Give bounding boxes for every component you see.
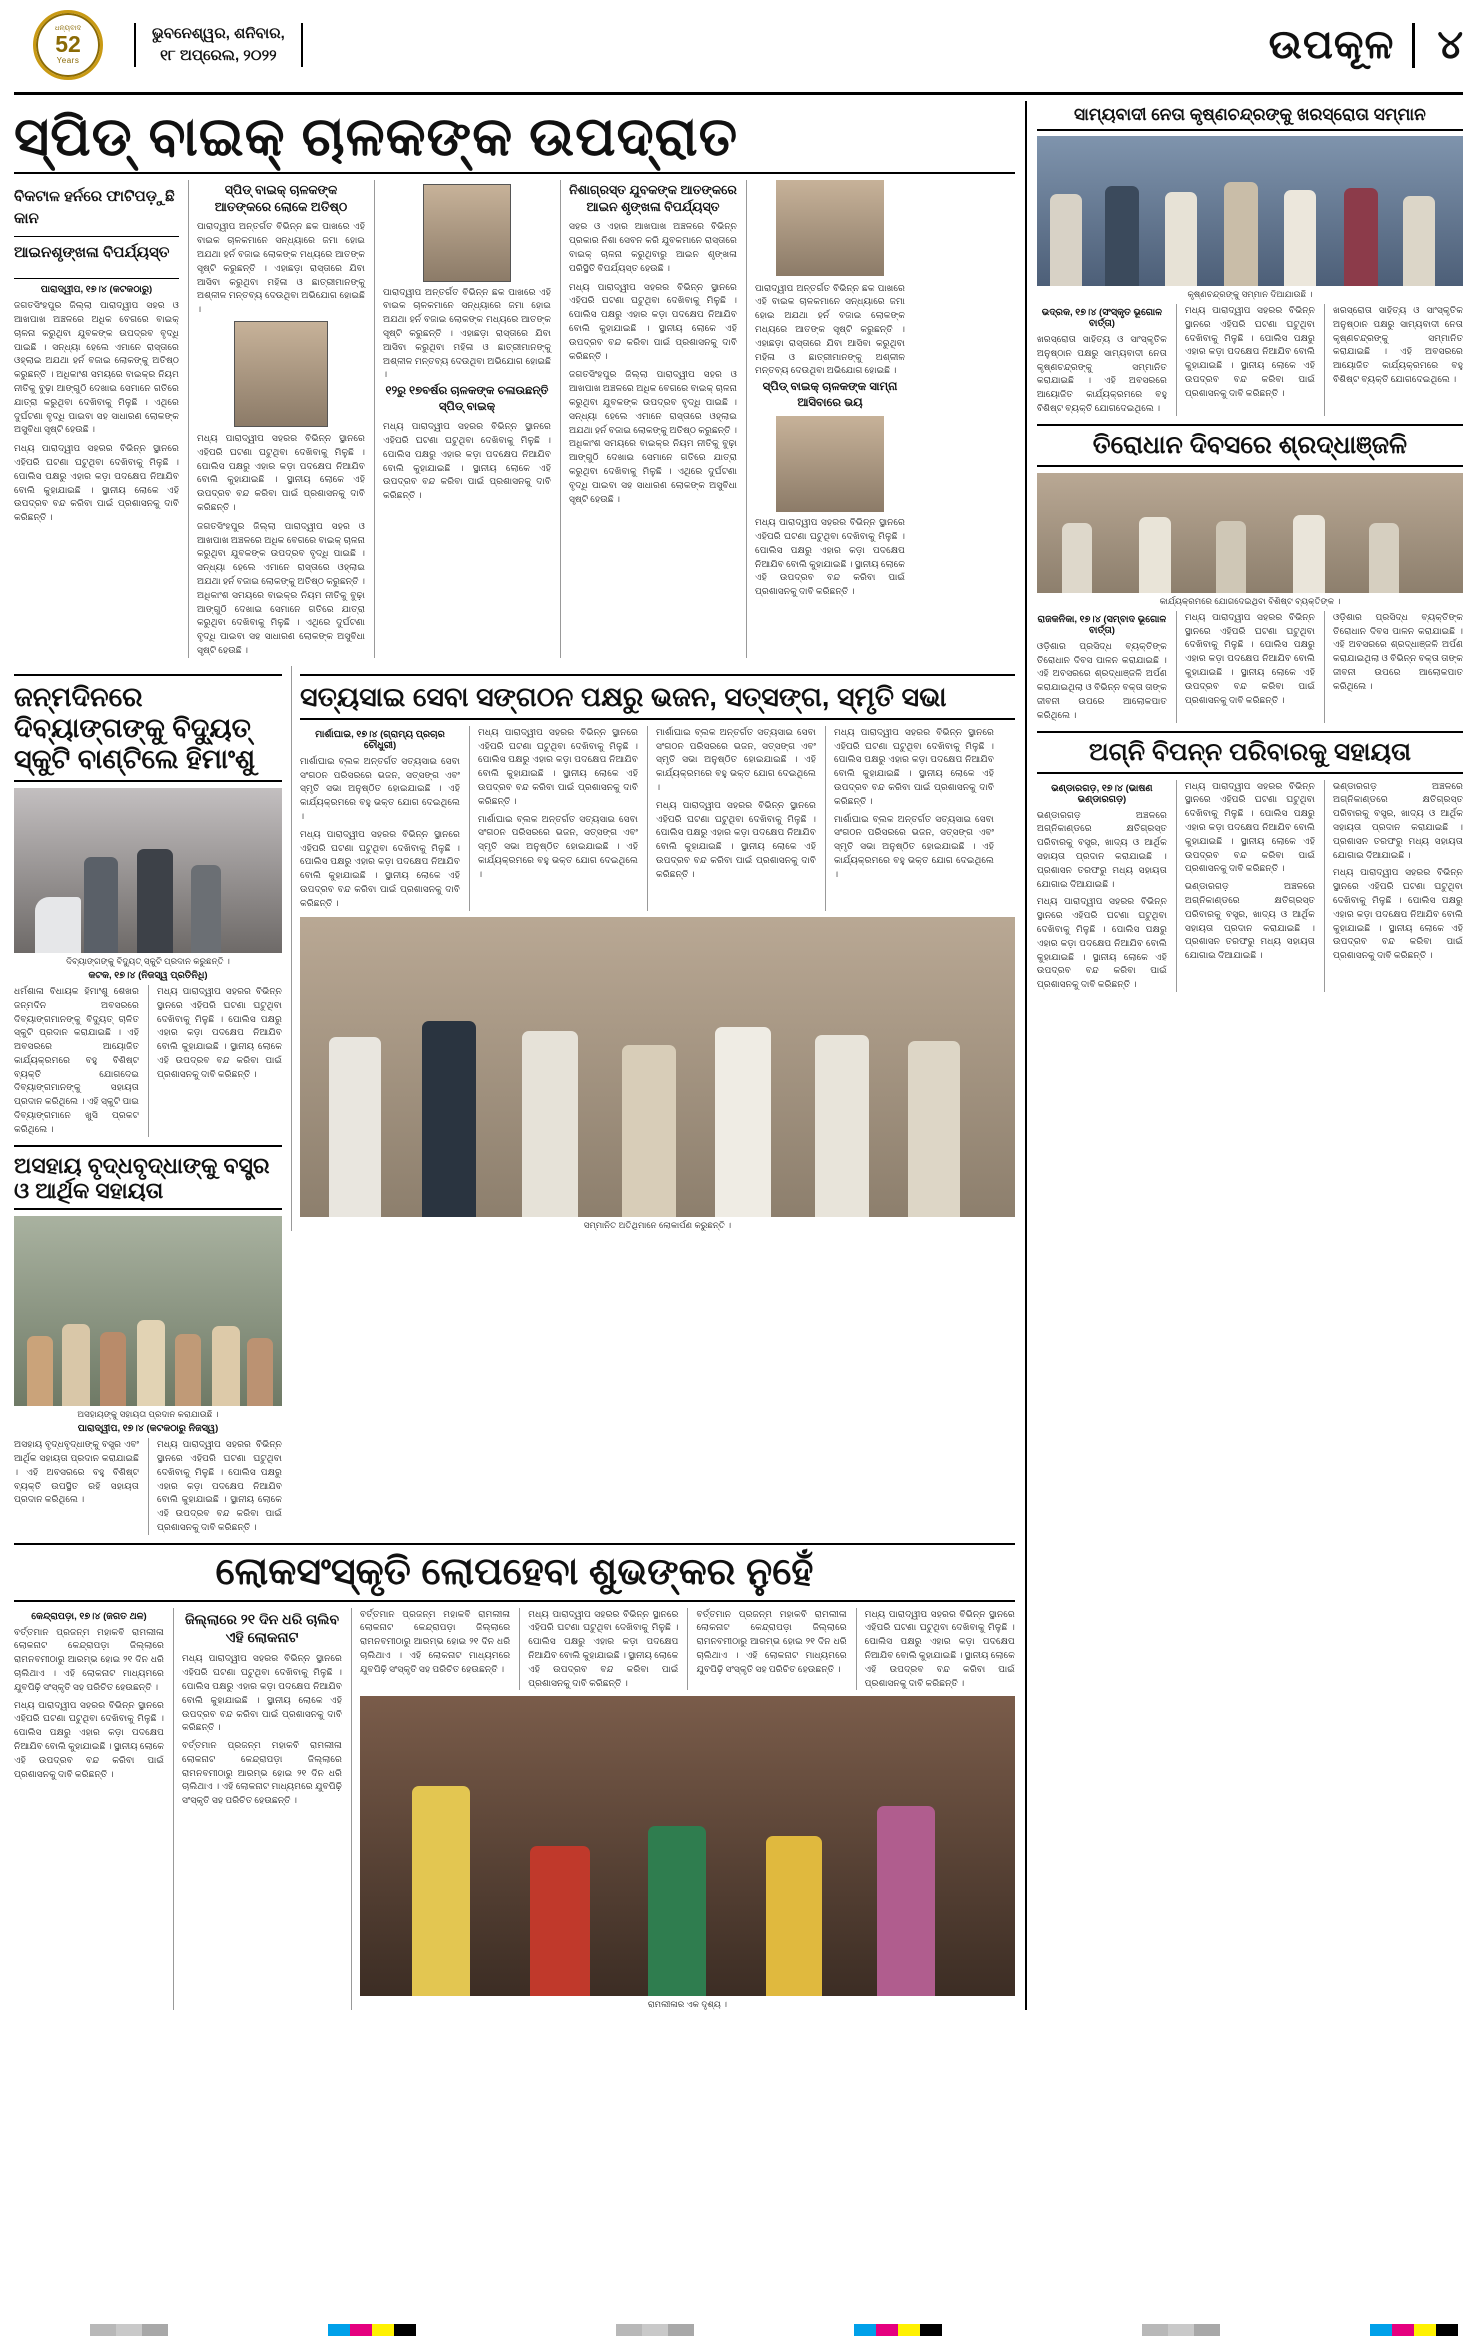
lokasanskruti-body-5: ବର୍ତ୍ତମାନ ପ୍ରଜନ୍ମ ମହାକବି ରାମଲୀଳା ଲୋକନାଟ କେନ୍ଦ୍ରାପଡ଼ା ଜିଲ୍ଲାରେ ରାମନବମୀଠାରୁ ଆରମ୍ଭ ହୋଇ ୨୧ ଦିନ ଧରି ଚାଲିଥାଏ । ଏହି ଲୋକନାଟ ମାଧ୍ୟମରେ ଯୁବପିଢ଼ି ସଂସ୍କୃତି ସହ ପରିଚିତ ହେଉଛନ୍ତି । xyxy=(696,1608,847,1674)
lokasanskruti-body-1: ବର୍ତ୍ତମାନ ପ୍ରଜନ୍ମ ମହାକବି ରାମଲୀଳା ଲୋକନାଟ କେନ୍ଦ୍ରାପଡ଼ା ଜିଲ୍ଲାରେ ରାମନବମୀଠାରୁ ଆରମ୍ଭ ହୋଇ ୨୧ ଦିନ ଧରି ଚାଲିଥାଏ । ଏହି ଲୋକନାଟ ମାଧ୍ୟମରେ ଯୁବପିଢ଼ି ସଂସ୍କୃତି ସହ ପରିଚିତ ହେଉଛନ୍ତି । xyxy=(14,1626,164,1692)
lokasanskruti-body-2b: ବର୍ତ୍ତମାନ ପ୍ରଜନ୍ମ ମହାକବି ରାମଲୀଳା ଲୋକନାଟ କେନ୍ଦ୍ରାପଡ଼ା ଜିଲ୍ଲାରେ ରାମନବମୀଠାରୁ ଆରମ୍ଭ ହୋଇ ୨୧ ଦିନ ଧରି ଚାଲିଥାଏ । ଏହି ଲୋକନାଟ ମାଧ୍ୟମରେ ଯୁବପିଢ଼ି ସଂସ୍କୃତି ସହ ପରିଚିତ ହେଉଛନ୍ତି । xyxy=(182,1740,342,1806)
page-number: ୪ xyxy=(1412,23,1463,68)
right-story3-body-1b: ମଧ୍ୟ ପାରାଦ୍ୱୀପ ସହରର ବିଭିନ୍ନ ସ୍ଥାନରେ ଏହିପରି ଘଟଣା ଘଟୁଥିବା ଦେଖିବାକୁ ମିଳୁଛି । ପୋଲିସ ପକ୍ଷରୁ ଏହାର କଡ଼ା ପଦକ୍ଷେପ ନିଆଯିବ ବୋଲି କୁହାଯାଇଛି । ସ୍ଥାନୀୟ ଲୋକେ ଏହି ଉପଦ୍ରବ ବନ୍ଦ କରିବା ପାଇଁ ପ୍ରଶାସନକୁ ଦାବି କରିଛନ୍ତି । xyxy=(1036,896,1167,990)
right-story2-photo xyxy=(1037,473,1463,593)
badge-years-number: 52 xyxy=(55,31,81,57)
lead-subhead-1: ସ୍ପିଡ୍ ବାଇକ୍ ଚାଳକଙ୍କ ଆତଙ୍କରେ ଲୋକେ ଅତିଷ୍ଠ xyxy=(214,182,348,214)
lead-subhead-2: ନିଶାଗ୍ରସ୍ତ ଯୁବକଙ୍କ ଆତଙ୍କରେ ଆଇନ ଶୃଙ୍ଖଳା ବିପର୍ଯ୍ୟସ୍ତ xyxy=(569,182,737,214)
right-story3-dateline: ଭଣ୍ଡାରଗଡ଼, ୧୭।୪ (ଭାଷଣ ଭଣ୍ଡାରଗଡ଼) xyxy=(1051,782,1153,805)
story-seva xyxy=(291,666,1015,1231)
right-story3-body-1: ଭଣ୍ଡାରଗଡ଼ ଅଞ୍ଚଳରେ ଅଗ୍ନିକାଣ୍ଡରେ କ୍ଷତିଗ୍ରସ୍ତ ପରିବାରକୁ ବସ୍ତ୍ର, ଖାଦ୍ୟ ଓ ଆର୍ଥିକ ସହାୟତା ପ୍ରଦାନ କରାଯାଇଛି । ପ୍ରଶାସନ ତରଫରୁ ମଧ୍ୟ ସହାୟତା ଯୋଗାଇ ଦିଆଯାଇଛି । xyxy=(1036,809,1167,889)
lead-column-2 xyxy=(188,180,365,658)
cmyk-bar-3 xyxy=(1370,2324,1458,2336)
lokasanskruti-body-6: ମଧ୍ୟ ପାରାଦ୍ୱୀପ ସହରର ବିଭିନ୍ନ ସ୍ଥାନରେ ଏହିପରି ଘଟଣା ଘଟୁଥିବା ଦେଖିବାକୁ ମିଳୁଛି । ପୋଲିସ ପକ୍ଷରୁ ଏହାର କଡ଼ା ପଦକ୍ଷେପ ନିଆଯିବ ବୋଲି କୁହାଯାଇଛି । ସ୍ଥାନୀୟ ଲୋକେ ଏହି ଉପଦ୍ରବ ବନ୍ଦ କରିବା ପାଇଁ ପ୍ରଶାସନକୁ ଦାବି କରିଛନ୍ତି । xyxy=(864,1608,1015,1688)
main-zone xyxy=(14,101,1015,2010)
lokasanskruti-dateline: କେନ୍ଦ୍ରାପଡ଼ା, ୧୭।୪ (ଜଗତ ଥଳ) xyxy=(31,1610,147,1622)
birthday-photo xyxy=(14,788,282,953)
dateline-place-day: ଭୁବନେଶ୍ୱର, ଶନିବାର, xyxy=(152,25,285,43)
right-story1-dateline: ଭଦ୍ରକ, ୧୭।୪ (ସଂସ୍କୃତ ଭୂଗୋଳ ବାର୍ତ୍ତା) xyxy=(1041,307,1163,329)
right-story3-body-2: ମଧ୍ୟ ପାରାଦ୍ୱୀପ ସହରର ବିଭିନ୍ନ ସ୍ଥାନରେ ଏହିପରି ଘଟଣା ଘଟୁଥିବା ଦେଖିବାକୁ ମିଳୁଛି । ପୋଲିସ ପକ୍ଷରୁ ଏହାର କଡ଼ା ପଦକ୍ଷେପ ନିଆଯିବ ବୋଲି କୁହାଯାଇଛି । ସ୍ଥାନୀୟ ଲୋକେ ଏହି ଉପଦ୍ରବ ବନ୍ଦ କରିବା ପାଇଁ ପ୍ରଶାସନକୁ ଦାବି କରିଛନ୍ତି । xyxy=(1184,780,1315,874)
seva-body-3: ମାର୍ଶାଘାଇ ବ୍ଲକ ଅନ୍ତର୍ଗତ ସତ୍ୟସାଇ ସେବା ସଂଗଠନ ପରିସରରେ ଭଜନ, ସତ୍ସଙ୍ଗ ଏବଂ ସ୍ମୃତି ସଭା ଅନୁଷ୍ଠିତ ହୋଇଯାଇଛି । ଏହି କାର୍ଯ୍ୟକ୍ରମରେ ବହୁ ଭକ୍ତ ଯୋଗ ଦେଇଥିଲେ । xyxy=(656,726,816,792)
masthead-dateline xyxy=(134,23,303,67)
oldage-caption: ଅସହାୟଙ୍କୁ ସହାୟତା ପ୍ରଦାନ କରାଯାଉଛି । xyxy=(77,1409,219,1420)
right-story1-headline: ସାମ୍ୟବାଦୀ ନେତା କୃଷ୍ଣଚନ୍ଦ୍ରଙ୍କୁ ଖରସ୍ରୋତା ସମ୍ମାନ xyxy=(1037,101,1463,131)
seva-photo xyxy=(300,917,1015,1217)
oldage-headline: ଅସହାୟ ବୃଦ୍ଧବୃଦ୍ଧାଙ୍କୁ ବସ୍ତ୍ର ଓ ଆର୍ଥିକ ସହାୟତା xyxy=(14,1145,282,1211)
right-story2-body-3: ଓଡ଼ିଶାର ପ୍ରସିଦ୍ଧ ବ୍ୟକ୍ତିଙ୍କ ତିରୋଧାନ ଦିବସ ପାଳନ କରାଯାଇଛି । ଏହି ଅବସରରେ ଶ୍ରଦ୍ଧାଞ୍ଜଳି ଅର୍ପଣ କରାଯାଇଥିଲା ଓ ବିଭିନ୍ନ ବକ୍ତା ତାଙ୍କ ଜୀବନୀ ଉପରେ ଆଲୋକପାତ କରିଥିଲେ । xyxy=(1332,611,1464,691)
oldage-body-2: ମଧ୍ୟ ପାରାଦ୍ୱୀପ ସହରର ବିଭିନ୍ନ ସ୍ଥାନରେ ଏହିପରି ଘଟଣା ଘଟୁଥିବା ଦେଖିବାକୁ ମିଳୁଛି । ପୋଲିସ ପକ୍ଷରୁ ଏହାର କଡ଼ା ପଦକ୍ଷେପ ନିଆଯିବ ବୋଲି କୁହାଯାଇଛି । ସ୍ଥାନୀୟ ଲୋକେ ଏହି ଉପଦ୍ରବ ବନ୍ଦ କରିବା ପାଇଁ ପ୍ରଶାସନକୁ ଦାବି କରିଛନ୍ତି । xyxy=(157,1439,282,1533)
gray-bar-mid xyxy=(616,2324,694,2336)
right-story1-photo xyxy=(1037,136,1463,286)
lead-body-2: ପାରାଦ୍ୱୀପ ଅନ୍ତର୍ଗତ ବିଭିନ୍ନ ଛକ ପାଖରେ ଏହି ବାଇକ ଚାଳକମାନେ ସନ୍ଧ୍ୟାରେ ଜମା ହୋଇ ଅଯଥା ହର୍ନ ବଜାଇ ଲୋକଙ୍କ ମଧ୍ୟରେ ଆତଙ୍କ ସୃଷ୍ଟି କରୁଛନ୍ତି । ଏହାଛଡ଼ା ରାସ୍ତାରେ ଯିବା ଆସିବା କରୁଥିବା ମହିଳା ଓ ଛାତ୍ରୀମାନଙ୍କୁ ଅଶ୍ଳୀଳ ମନ୍ତବ୍ୟ ଦେଉଥିବା ଅଭିଯୋଗ ହୋଇଛି । xyxy=(197,221,365,315)
lead-body-1b: ମଧ୍ୟ ପାରାଦ୍ୱୀପ ସହରର ବିଭିନ୍ନ ସ୍ଥାନରେ ଏହିପରି ଘଟଣା ଘଟୁଥିବା ଦେଖିବାକୁ ମିଳୁଛି । ପୋଲିସ ପକ୍ଷରୁ ଏହାର କଡ଼ା ପଦକ୍ଷେପ ନିଆଯିବ ବୋଲି କୁହାଯାଇଛି । ସ୍ଥାନୀୟ ଲୋକେ ଏହି ଉପଦ୍ରବ ବନ୍ଦ କରିବା ପାଇଁ ପ୍ରଶାସନକୁ ଦାବି କରିଛନ୍ତି । xyxy=(14,443,179,523)
publication-logo xyxy=(14,12,122,78)
seva-body-3b: ମଧ୍ୟ ପାରାଦ୍ୱୀପ ସହରର ବିଭିନ୍ନ ସ୍ଥାନରେ ଏହିପରି ଘଟଣା ଘଟୁଥିବା ଦେଖିବାକୁ ମିଳୁଛି । ପୋଲିସ ପକ୍ଷରୁ ଏହାର କଡ଼ା ପଦକ୍ଷେପ ନିଆଯିବ ବୋଲି କୁହାଯାଇଛି । ସ୍ଥାନୀୟ ଲୋକେ ଏହି ଉପଦ୍ରବ ବନ୍ଦ କରିବା ପାଇଁ ପ୍ରଶାସନକୁ ଦାବି କରିଛନ୍ତି । xyxy=(656,799,816,879)
person-photo-2 xyxy=(423,184,511,282)
birthday-body-1: ଧର୍ମଶାଳା ବିଧାୟକ ହିମାଂଶୁ ଶେଖର ଜନ୍ମଦିନ ଅବସରରେ ଦିବ୍ୟାଙ୍ଗମାନଙ୍କୁ ବିଦ୍ୟୁତ୍ ଚାଳିତ ସ୍କୁଟି ପ୍ରଦାନ କରାଯାଇଛି । ଏହି ଅବସରରେ ଆୟୋଜିତ କାର୍ଯ୍ୟକ୍ରମରେ ବହୁ ବିଶିଷ୍ଟ ବ୍ୟକ୍ତି ଯୋଗଦେଇ ଦିବ୍ୟାଙ୍ଗମାନଙ୍କୁ ସହାୟତା ପ୍ରଦାନ କରିଥିଲେ । ଏହି ସ୍କୁଟି ପାଇ ଦିବ୍ୟାଙ୍ଗମାନେ ଖୁସି ପ୍ରକଟ କରିଥିଲେ । xyxy=(14,985,139,1134)
lead-body-1: ଜଗତସିଂହପୁର ଜିଲ୍ଲା ପାରାଦ୍ୱୀପ ସହର ଓ ଆଖପାଖ ଅଞ୍ଚଳରେ ଅଧିକ ବେଗରେ ବାଇକ୍ ଚାଳନା କରୁଥିବା ଯୁବକଙ୍କ ଉପଦ୍ରବ ବୃଦ୍ଧି ପାଇଛି । ସନ୍ଧ୍ୟା ହେଲେ ଏମାନେ ରାସ୍ତାରେ ଓହ୍ଲାଇ ଅଯଥା ହର୍ନ ବଜାଇ ଲୋକଙ୍କୁ ଅତିଷ୍ଠ କରୁଛନ୍ତି । ଅଧିକାଂଶ ସମୟରେ ବାଇକ୍‌ର ନିୟମ ନୀତିକୁ ବୁଢ଼ା ଆଙ୍ଗୁଠି ଦେଖାଇ ସେମାନେ ଗତିରେ ଯାତ୍ରା କରୁଥିବା ଦେଖିବାକୁ ମିଳୁଛି । ଏଥିରେ ଦୁର୍ଘଟଣା ବୃଦ୍ଧି ପାଇବା ସହ ସାଧାରଣ ଲୋକଙ୍କ ଅସୁବିଧା ସୃଷ୍ଟି ହେଉଛି । xyxy=(14,300,179,435)
lead-body-4b: ମଧ୍ୟ ପାରାଦ୍ୱୀପ ସହରର ବିଭିନ୍ନ ସ୍ଥାନରେ ଏହିପରି ଘଟଣା ଘଟୁଥିବା ଦେଖିବାକୁ ମିଳୁଛି । ପୋଲିସ ପକ୍ଷରୁ ଏହାର କଡ଼ା ପଦକ୍ଷେପ ନିଆଯିବ ବୋଲି କୁହାଯାଇଛି । ସ୍ଥାନୀୟ ଲୋକେ ଏହି ଉପଦ୍ରବ ବନ୍ଦ କରିବା ପାଇଁ ପ୍ରଶାସନକୁ ଦାବି କରିଛନ୍ତି । xyxy=(569,281,737,361)
gray-bar-left xyxy=(90,2324,168,2336)
oldage-body-1: ଅସହାୟ ବୃଦ୍ଧବୃଦ୍ଧାଙ୍କୁ ବସ୍ତ୍ର ଏବଂ ଆର୍ଥିକ ସହାୟତା ପ୍ରଦାନ କରାଯାଇଛି । ଏହି ଅବସରରେ ବହୁ ବିଶିଷ୍ଟ ବ୍ୟକ୍ତି ଉପସ୍ଥିତ ରହି ସହାୟତା ପ୍ରଦାନ କରିଥିଲେ । xyxy=(14,1439,139,1505)
lead-column-3 xyxy=(374,180,551,658)
oldage-photo xyxy=(14,1216,282,1406)
right-story3-body-3: ଭଣ୍ଡାରଗଡ଼ ଅଞ୍ଚଳରେ ଅଗ୍ନିକାଣ୍ଡରେ କ୍ଷତିଗ୍ରସ୍ତ ପରିବାରକୁ ବସ୍ତ୍ର, ଖାଦ୍ୟ ଓ ଆର୍ଥିକ ସହାୟତା ପ୍ରଦାନ କରାଯାଇଛି । ପ୍ରଶାସନ ତରଫରୁ ମଧ୍ୟ ସହାୟତା ଯୋଗାଇ ଦିଆଯାଇଛି । xyxy=(1332,780,1464,860)
right-story3-headline: ଅଗ୍ନି ବିପନ୍ନ ପରିବାରକୁ ସହାୟତା xyxy=(1037,731,1463,774)
badge-top-text: ଧନ୍ୟବାଦ xyxy=(54,25,82,32)
gray-bar-right xyxy=(1142,2324,1220,2336)
right-story3-body-3b: ମଧ୍ୟ ପାରାଦ୍ୱୀପ ସହରର ବିଭିନ୍ନ ସ୍ଥାନରେ ଏହିପରି ଘଟଣା ଘଟୁଥିବା ଦେଖିବାକୁ ମିଳୁଛି । ପୋଲିସ ପକ୍ଷରୁ ଏହାର କଡ଼ା ପଦକ୍ଷେପ ନିଆଯିବ ବୋଲି କୁହାଯାଇଛି । ସ୍ଥାନୀୟ ଲୋକେ ଏହି ଉପଦ୍ରବ ବନ୍ଦ କରିବା ପାଇଁ ପ୍ରଶାସନକୁ ଦାବି କରିଛନ୍ତି । xyxy=(1332,867,1464,961)
right-story2-caption: କାର୍ଯ୍ୟକ୍ରମରେ ଯୋଗଦେଇଥିବା ବିଶିଷ୍ଟ ବ୍ୟକ୍ତିଙ୍କ । xyxy=(1159,595,1341,606)
lead-body-4c: ଜଗତସିଂହପୁର ଜିଲ୍ଲା ପାରାଦ୍ୱୀପ ସହର ଓ ଆଖପାଖ ଅଞ୍ଚଳରେ ଅଧିକ ବେଗରେ ବାଇକ୍ ଚାଳନା କରୁଥିବା ଯୁବକଙ୍କ ଉପଦ୍ରବ ବୃଦ୍ଧି ପାଇଛି । ସନ୍ଧ୍ୟା ହେଲେ ଏମାନେ ରାସ୍ତାରେ ଓହ୍ଲାଇ ଅଯଥା ହର୍ନ ବଜାଇ ଲୋକଙ୍କୁ ଅତିଷ୍ଠ କରୁଛନ୍ତି । ଅଧିକାଂଶ ସମୟରେ ବାଇକ୍‌ର ନିୟମ ନୀତିକୁ ବୁଢ଼ା ଆଙ୍ଗୁଠି ଦେଖାଇ ସେମାନେ ଗତିରେ ଯାତ୍ରା କରୁଥିବା ଦେଖିବାକୁ ମିଳୁଛି । ଏଥିରେ ଦୁର୍ଘଟଣା ବୃଦ୍ଧି ପାଇବା ସହ ସାଧାରଣ ଲୋକଙ୍କ ଅସୁବିଧା ସୃଷ୍ଟି ହେଉଛି । xyxy=(569,369,737,504)
masthead xyxy=(14,0,1463,95)
lead-subhead-3: ୧୨ରୁ ୧୭ବର୍ଷର ଚାଳକଙ୍କ ଚଳାଉଛନ୍ତି ସ୍ପିଡ୍ ବାଇକ୍ xyxy=(385,385,549,413)
story-lokasanskruti xyxy=(14,1543,1015,2010)
lead-bullet-1: ବିକଟାଳ ହର୍ନରେ ଫାଟିପଡ଼ୁଛି କାନ xyxy=(14,187,175,228)
lead-body-5b: ମଧ୍ୟ ପାରାଦ୍ୱୀପ ସହରର ବିଭିନ୍ନ ସ୍ଥାନରେ ଏହିପରି ଘଟଣା ଘଟୁଥିବା ଦେଖିବାକୁ ମିଳୁଛି । ପୋଲିସ ପକ୍ଷରୁ ଏହାର କଡ଼ା ପଦକ୍ଷେପ ନିଆଯିବ ବୋଲି କୁହାଯାଇଛି । ସ୍ଥାନୀୟ ଲୋକେ ଏହି ଉପଦ୍ରବ ବନ୍ଦ କରିବା ପାଇଁ ପ୍ରଶାସନକୁ ଦାବି କରିଛନ୍ତି । xyxy=(755,517,906,597)
lead-body-5: ପାରାଦ୍ୱୀପ ଅନ୍ତର୍ଗତ ବିଭିନ୍ନ ଛକ ପାଖରେ ଏହି ବାଇକ ଚାଳକମାନେ ସନ୍ଧ୍ୟାରେ ଜମା ହୋଇ ଅଯଥା ହର୍ନ ବଜାଇ ଲୋକଙ୍କ ମଧ୍ୟରେ ଆତଙ୍କ ସୃଷ୍ଟି କରୁଛନ୍ତି । ଏହାଛଡ଼ା ରାସ୍ତାରେ ଯିବା ଆସିବା କରୁଥିବା ମହିଳା ଓ ଛାତ୍ରୀମାନଙ୍କୁ ଅଶ୍ଳୀଳ ମନ୍ତବ୍ୟ ଦେଉଥିବା ଅଭିଯୋଗ ହୋଇଛି । xyxy=(755,282,905,376)
seva-body-2b: ମାର୍ଶାଘାଇ ବ୍ଲକ ଅନ୍ତର୍ଗତ ସତ୍ୟସାଇ ସେବା ସଂଗଠନ ପରିସରରେ ଭଜନ, ସତ୍ସଙ୍ଗ ଏବଂ ସ୍ମୃତି ସଭା ଅନୁଷ୍ଠିତ ହୋଇଯାଇଛି । ଏହି କାର୍ଯ୍ୟକ୍ରମରେ ବହୁ ଭକ୍ତ ଯୋଗ ଦେଇଥିଲେ । xyxy=(478,813,638,879)
lokasanskruti-body-1b: ମଧ୍ୟ ପାରାଦ୍ୱୀପ ସହରର ବିଭିନ୍ନ ସ୍ଥାନରେ ଏହିପରି ଘଟଣା ଘଟୁଥିବା ଦେଖିବାକୁ ମିଳୁଛି । ପୋଲିସ ପକ୍ଷରୁ ଏହାର କଡ଼ା ପଦକ୍ଷେପ ନିଆଯିବ ବୋଲି କୁହାଯାଇଛି । ସ୍ଥାନୀୟ ଲୋକେ ଏହି ଉପଦ୍ରବ ବନ୍ଦ କରିବା ପାଇଁ ପ୍ରଶାସନକୁ ଦାବି କରିଛନ୍ତି । xyxy=(14,1699,165,1779)
lead-bullets xyxy=(14,180,179,275)
birthday-headline: ଜନ୍ମଦିନରେ ଦିବ୍ୟାଙ୍ଗଙ୍କୁ ବିଦ୍ୟୁତ୍ ସ୍କୁଟି ବାଣ୍ଟିଲେ ହିମାଂଶୁ xyxy=(14,674,282,782)
lokasanskruti-body-3: ବର୍ତ୍ତମାନ ପ୍ରଜନ୍ମ ମହାକବି ରାମଲୀଳା ଲୋକନାଟ କେନ୍ଦ୍ରାପଡ଼ା ଜିଲ୍ଲାରେ ରାମନବମୀଠାରୁ ଆରମ୍ଭ ହୋଇ ୨୧ ଦିନ ଧରି ଚାଲିଥାଏ । ଏହି ଲୋକନାଟ ମାଧ୍ୟମରେ ଯୁବପିଢ଼ି ସଂସ୍କୃତି ସହ ପରିଚିତ ହେଉଛନ୍ତି । xyxy=(360,1608,511,1674)
cmyk-bar-1 xyxy=(328,2324,416,2336)
seva-headline: ସତ୍ୟସାଇ ସେବା ସଙ୍ଗଠନ ପକ୍ଷରୁ ଭଜନ, ସତ୍ସଙ୍ଗ, ସ୍ମୃତି ସଭା xyxy=(300,674,1015,720)
ramlila-caption: ରାମଲୀଳାର ଏକ ଦୃଶ୍ୟ । xyxy=(647,1999,728,2010)
lokasanskruti-subhead: ଜିଲ୍ଲାରେ ୨୧ ଦିନ ଧରି ଚାଲିବ ଏହି ଲୋକନାଟ xyxy=(185,1610,339,1646)
right-story1-caption: କୃଷ୍ଣଚନ୍ଦ୍ରଙ୍କୁ ସମ୍ମାନ ଦିଆଯାଉଛି । xyxy=(1187,289,1313,299)
cmyk-bar-2 xyxy=(854,2324,942,2336)
right-story3-body-2b: ଭଣ୍ଡାରଗଡ଼ ଅଞ୍ଚଳରେ ଅଗ୍ନିକାଣ୍ଡରେ କ୍ଷତିଗ୍ରସ୍ତ ପରିବାରକୁ ବସ୍ତ୍ର, ଖାଦ୍ୟ ଓ ଆର୍ଥିକ ସହାୟତା ପ୍ରଦାନ କରାଯାଇଛି । ପ୍ରଶାସନ ତରଫରୁ ମଧ୍ୟ ସହାୟତା ଯୋଗାଇ ଦିଆଯାଇଛି । xyxy=(1184,881,1315,961)
right-story1-body-1: ଖରସ୍ରୋତା ସାହିତ୍ୟ ଓ ସାଂସ୍କୃତିକ ଅନୁଷ୍ଠାନ ପକ୍ଷରୁ ସାମ୍ୟବାଦୀ ନେତା କୃଷ୍ଣଚନ୍ଦ୍ରଙ୍କୁ ସମ୍ମାନିତ କରାଯାଇଛି । ଏହି ଅବସରରେ ଆୟୋଜିତ କାର୍ଯ୍ୟକ୍ରମରେ ବହୁ ବିଶିଷ୍ଟ ବ୍ୟକ୍ତି ଯୋଗଦେଇଥିଲେ । xyxy=(1036,334,1167,413)
ramlila-photo xyxy=(360,1696,1015,1996)
lead-body-3b: ମଧ୍ୟ ପାରାଦ୍ୱୀପ ସହରର ବିଭିନ୍ନ ସ୍ଥାନରେ ଏହିପରି ଘଟଣା ଘଟୁଥିବା ଦେଖିବାକୁ ମିଳୁଛି । ପୋଲିସ ପକ୍ଷରୁ ଏହାର କଡ଼ା ପଦକ୍ଷେପ ନିଆଯିବ ବୋଲି କୁହାଯାଇଛି । ସ୍ଥାନୀୟ ଲୋକେ ଏହି ଉପଦ୍ରବ ବନ୍ଦ କରିବା ପାଇଁ ପ୍ରଶାସନକୁ ଦାବି କରିଛନ୍ତି । xyxy=(383,421,551,501)
right-story1-body-2: ମଧ୍ୟ ପାରାଦ୍ୱୀପ ସହରର ବିଭିନ୍ନ ସ୍ଥାନରେ ଏହିପରି ଘଟଣା ଘଟୁଥିବା ଦେଖିବାକୁ ମିଳୁଛି । ପୋଲିସ ପକ୍ଷରୁ ଏହାର କଡ଼ା ପଦକ୍ଷେପ ନିଆଯିବ ବୋଲି କୁହାଯାଇଛି । ସ୍ଥାନୀୟ ଲୋକେ ଏହି ଉପଦ୍ରବ ବନ୍ଦ କରିବା ପାଇଁ ପ୍ରଶାସନକୁ ଦାବି କରିଛନ୍ତି । xyxy=(1184,305,1315,398)
right-rail xyxy=(1025,101,1463,2010)
story-birthday xyxy=(14,666,282,1535)
right-story2-dateline: ରାଜକନିକା, ୧୭।୪ (ସମ୍ବାଦ ଭୂଗୋଳ ବାର୍ତ୍ତା) xyxy=(1037,613,1167,636)
lokasanskruti-body-2: ମଧ୍ୟ ପାରାଦ୍ୱୀପ ସହରର ବିଭିନ୍ନ ସ୍ଥାନରେ ଏହିପରି ଘଟଣା ଘଟୁଥିବା ଦେଖିବାକୁ ମିଳୁଛି । ପୋଲିସ ପକ୍ଷରୁ ଏହାର କଡ଼ା ପଦକ୍ଷେପ ନିଆଯିବ ବୋଲି କୁହାଯାଇଛି । ସ୍ଥାନୀୟ ଲୋକେ ଏହି ଉପଦ୍ରବ ବନ୍ଦ କରିବା ପାଇଁ ପ୍ରଶାସନକୁ ଦାବି କରିଛନ୍ତି । xyxy=(182,1653,342,1733)
badge-years-label: Years xyxy=(56,56,80,65)
section-title: ଉପକୂଳ xyxy=(1268,22,1395,67)
seva-body-1: ମାର୍ଶାଘାଇ ବ୍ଲକ ଅନ୍ତର୍ଗତ ସତ୍ୟସାଇ ସେବା ସଂଗଠନ ପରିସରରେ ଭଜନ, ସତ୍ସଙ୍ଗ ଏବଂ ସ୍ମୃତି ସଭା ଅନୁଷ୍ଠିତ ହୋଇଯାଇଛି । ଏହି କାର୍ଯ୍ୟକ୍ରମରେ ବହୁ ଭକ୍ତ ଯୋଗ ଦେଇଥିଲେ । xyxy=(300,755,460,821)
lead-body-2c: ଜଗତସିଂହପୁର ଜିଲ୍ଲା ପାରାଦ୍ୱୀପ ସହର ଓ ଆଖପାଖ ଅଞ୍ଚଳରେ ଅଧିକ ବେଗରେ ବାଇକ୍ ଚାଳନା କରୁଥିବା ଯୁବକଙ୍କ ଉପଦ୍ରବ ବୃଦ୍ଧି ପାଇଛି । ସନ୍ଧ୍ୟା ହେଲେ ଏମାନେ ରାସ୍ତାରେ ଓହ୍ଲାଇ ଅଯଥା ହର୍ନ ବଜାଇ ଲୋକଙ୍କୁ ଅତିଷ୍ଠ କରୁଛନ୍ତି । ଅଧିକାଂଶ ସମୟରେ ବାଇକ୍‌ର ନିୟମ ନୀତିକୁ ବୁଢ଼ା ଆଙ୍ଗୁଠି ଦେଖାଇ ସେମାନେ ଗତିରେ ଯାତ୍ରା କରୁଥିବା ଦେଖିବାକୁ ମିଳୁଛି । ଏଥିରେ ଦୁର୍ଘଟଣା ବୃଦ୍ଧି ପାଇବା ସହ ସାଧାରଣ ଲୋକଙ୍କ ଅସୁବିଧା ସୃଷ୍ଟି ହେଉଛି । xyxy=(197,520,365,655)
seva-body-4: ମଧ୍ୟ ପାରାଦ୍ୱୀପ ସହରର ବିଭିନ୍ନ ସ୍ଥାନରେ ଏହିପରି ଘଟଣା ଘଟୁଥିବା ଦେଖିବାକୁ ମିଳୁଛି । ପୋଲିସ ପକ୍ଷରୁ ଏହାର କଡ଼ା ପଦକ୍ଷେପ ନିଆଯିବ ବୋଲି କୁହାଯାଇଛି । ସ୍ଥାନୀୟ ଲୋକେ ଏହି ଉପଦ୍ରବ ବନ୍ଦ କରିବା ପାଇଁ ପ୍ରଶାସନକୁ ଦାବି କରିଛନ୍ତି । xyxy=(834,726,994,806)
lead-body-4: ସହର ଓ ଏହାର ଆଖପାଖ ଅଞ୍ଚଳରେ ବିଭିନ୍ନ ପ୍ରକାର ନିଶା ସେବନ କରି ଯୁବକମାନେ ରାସ୍ତାରେ ବାଇକ୍ ଚାଳନା କରୁଥିବାରୁ ଆଇନ ଶୃଙ୍ଖଳା ପରିସ୍ଥିତି ବିପର୍ଯ୍ୟସ୍ତ ହେଉଛି । xyxy=(569,221,737,273)
seva-dateline: ମାର୍ଶାଘାଇ, ୧୭।୪ (ଗ୍ରାମ୍ୟ ପ୍ରଚାର ଚୌଧୁରୀ) xyxy=(315,728,445,751)
registration-color-bars xyxy=(0,2321,1477,2339)
person-photo-3 xyxy=(776,180,884,276)
oldage-dateline: ପାରାଦ୍ୱୀପ, ୧୭।୪ (କଟକଠାରୁ ନିଜସ୍ୱ) xyxy=(77,1423,219,1435)
lead-subhead-4: ସ୍ପିଡ୍ ବାଇକ୍ ଚାଳକଙ୍କ ସାମ୍ନା ଆସିବାରେ ଭୟ xyxy=(762,381,898,409)
lead-bullet-2: ଆଇନଶୃଙ୍ଖଳା ବିପର୍ଯ୍ୟସ୍ତ xyxy=(14,243,170,261)
lead-column-1 xyxy=(14,180,179,658)
lokasanskruti-headline: ଲୋକସଂସ୍କୃତି ଲୋପହେବା ଶୁଭଙ୍କର ନୁହେଁ xyxy=(14,1543,1015,1602)
birthday-dateline: କଟକ, ୧୭।୪ (ନିଜସ୍ୱ ପ୍ରତିନିଧି) xyxy=(88,969,208,981)
person-photo-4 xyxy=(776,416,884,512)
dateline-date: ୧୮ ଅପ୍ରେଲ, ୨୦୨୨ xyxy=(160,47,277,64)
lead-body-3: ପାରାଦ୍ୱୀପ ଅନ୍ତର୍ଗତ ବିଭିନ୍ନ ଛକ ପାଖରେ ଏହି ବାଇକ ଚାଳକମାନେ ସନ୍ଧ୍ୟାରେ ଜମା ହୋଇ ଅଯଥା ହର୍ନ ବଜାଇ ଲୋକଙ୍କ ମଧ୍ୟରେ ଆତଙ୍କ ସୃଷ୍ଟି କରୁଛନ୍ତି । ଏହାଛଡ଼ା ରାସ୍ତାରେ ଯିବା ଆସିବା କରୁଥିବା ମହିଳା ଓ ଛାତ୍ରୀମାନଙ୍କୁ ଅଶ୍ଳୀଳ ମନ୍ତବ୍ୟ ଦେଉଥିବା ଅଭିଯୋଗ ହୋଇଛି । xyxy=(383,286,551,380)
anniversary-badge xyxy=(33,10,103,80)
seva-caption: ସମ୍ମାନିତ ଅତିଥିମାନେ ଲୋକାର୍ପଣ କରୁଛନ୍ତି । xyxy=(583,1219,732,1230)
seva-body-4b: ମାର୍ଶାଘାଇ ବ୍ଲକ ଅନ୍ତର୍ଗତ ସତ୍ୟସାଇ ସେବା ସଂଗଠନ ପରିସରରେ ଭଜନ, ସତ୍ସଙ୍ଗ ଏବଂ ସ୍ମୃତି ସଭା ଅନୁଷ୍ଠିତ ହୋଇଯାଇଛି । ଏହି କାର୍ଯ୍ୟକ୍ରମରେ ବହୁ ଭକ୍ତ ଯୋଗ ଦେଇଥିଲେ । xyxy=(834,813,994,879)
lead-column-5 xyxy=(746,180,905,658)
right-story2-headline: ତିରୋଧାନ ଦିବସରେ ଶ୍ରଦ୍ଧାଞ୍ଜଳି xyxy=(1037,424,1463,467)
lokasanskruti-body-4: ମଧ୍ୟ ପାରାଦ୍ୱୀପ ସହରର ବିଭିନ୍ନ ସ୍ଥାନରେ ଏହିପରି ଘଟଣା ଘଟୁଥିବା ଦେଖିବାକୁ ମିଳୁଛି । ପୋଲିସ ପକ୍ଷରୁ ଏହାର କଡ଼ା ପଦକ୍ଷେପ ନିଆଯିବ ବୋଲି କୁହାଯାଇଛି । ସ୍ଥାନୀୟ ଲୋକେ ଏହି ଉପଦ୍ରବ ବନ୍ଦ କରିବା ପାଇଁ ପ୍ରଶାସନକୁ ଦାବି କରିଛନ୍ତି । xyxy=(528,1608,679,1688)
right-story2-body-2: ମଧ୍ୟ ପାରାଦ୍ୱୀପ ସହରର ବିଭିନ୍ନ ସ୍ଥାନରେ ଏହିପରି ଘଟଣା ଘଟୁଥିବା ଦେଖିବାକୁ ମିଳୁଛି । ପୋଲିସ ପକ୍ଷରୁ ଏହାର କଡ଼ା ପଦକ୍ଷେପ ନିଆଯିବ ବୋଲି କୁହାଯାଇଛି । ସ୍ଥାନୀୟ ଲୋକେ ଏହି ଉପଦ୍ରବ ବନ୍ଦ କରିବା ପାଇଁ ପ୍ରଶାସନକୁ ଦାବି କରିଛନ୍ତି । xyxy=(1184,611,1315,705)
page-body xyxy=(14,101,1463,2010)
right-story2-body-1: ଓଡ଼ିଶାର ପ୍ରସିଦ୍ଧ ବ୍ୟକ୍ତିଙ୍କ ତିରୋଧାନ ଦିବସ ପାଳନ କରାଯାଇଛି । ଏହି ଅବସରରେ ଶ୍ରଦ୍ଧାଞ୍ଜଳି ଅର୍ପଣ କରାଯାଇଥିଲା ଓ ବିଭିନ୍ନ ବକ୍ତା ତାଙ୍କ ଜୀବନୀ ଉପରେ ଆଲୋକପାତ କରିଥିଲେ । xyxy=(1036,640,1167,720)
person-photo-1 xyxy=(234,321,328,427)
seva-body-1b: ମଧ୍ୟ ପାରାଦ୍ୱୀପ ସହରର ବିଭିନ୍ନ ସ୍ଥାନରେ ଏହିପରି ଘଟଣା ଘଟୁଥିବା ଦେଖିବାକୁ ମିଳୁଛି । ପୋଲିସ ପକ୍ଷରୁ ଏହାର କଡ଼ା ପଦକ୍ଷେପ ନିଆଯିବ ବୋଲି କୁହାଯାଇଛି । ସ୍ଥାନୀୟ ଲୋକେ ଏହି ଉପଦ୍ରବ ବନ୍ଦ କରିବା ପାଇଁ ପ୍ରଶାସନକୁ ଦାବି କରିଛନ୍ତି । xyxy=(300,828,460,908)
birthday-caption: ଦିବ୍ୟାଙ୍ଗଙ୍କୁ ବିଦ୍ୟୁତ୍ ସ୍କୁଟି ପ୍ରଦାନ କରୁଛନ୍ତି । xyxy=(66,955,230,966)
lead-body-2b: ମଧ୍ୟ ପାରାଦ୍ୱୀପ ସହରର ବିଭିନ୍ନ ସ୍ଥାନରେ ଏହିପରି ଘଟଣା ଘଟୁଥିବା ଦେଖିବାକୁ ମିଳୁଛି । ପୋଲିସ ପକ୍ଷରୁ ଏହାର କଡ଼ା ପଦକ୍ଷେପ ନିଆଯିବ ବୋଲି କୁହାଯାଇଛି । ସ୍ଥାନୀୟ ଲୋକେ ଏହି ଉପଦ୍ରବ ବନ୍ଦ କରିବା ପାଇଁ ପ୍ରଶାସନକୁ ଦାବି କରିଛନ୍ତି । xyxy=(197,433,365,512)
lead-headline: ସ୍ପିଡ୍ ବାଇକ୍ ଚାଳକଙ୍କ ଉପଦ୍ରାତ xyxy=(14,101,1015,174)
seva-body-2: ମଧ୍ୟ ପାରାଦ୍ୱୀପ ସହରର ବିଭିନ୍ନ ସ୍ଥାନରେ ଏହିପରି ଘଟଣା ଘଟୁଥିବା ଦେଖିବାକୁ ମିଳୁଛି । ପୋଲିସ ପକ୍ଷରୁ ଏହାର କଡ଼ା ପଦକ୍ଷେପ ନିଆଯିବ ବୋଲି କୁହାଯାଇଛି । ସ୍ଥାନୀୟ ଲୋକେ ଏହି ଉପଦ୍ରବ ବନ୍ଦ କରିବା ପାଇଁ ପ୍ରଶାସନକୁ ଦାବି କରିଛନ୍ତି । xyxy=(478,726,638,806)
birthday-body-2: ମଧ୍ୟ ପାରାଦ୍ୱୀପ ସହରର ବିଭିନ୍ନ ସ୍ଥାନରେ ଏହିପରି ଘଟଣା ଘଟୁଥିବା ଦେଖିବାକୁ ମିଳୁଛି । ପୋଲିସ ପକ୍ଷରୁ ଏହାର କଡ଼ା ପଦକ୍ଷେପ ନିଆଯିବ ବୋଲି କୁହାଯାଇଛି । ସ୍ଥାନୀୟ ଲୋକେ ଏହି ଉପଦ୍ରବ ବନ୍ଦ କରିବା ପାଇଁ ପ୍ରଶାସନକୁ ଦାବି କରିଛନ୍ତି । xyxy=(157,985,282,1079)
right-story1-body-3: ଖରସ୍ରୋତା ସାହିତ୍ୟ ଓ ସାଂସ୍କୃତିକ ଅନୁଷ୍ଠାନ ପକ୍ଷରୁ ସାମ୍ୟବାଦୀ ନେତା କୃଷ୍ଣଚନ୍ଦ୍ରଙ୍କୁ ସମ୍ମାନିତ କରାଯାଇଛି । ଏହି ଅବସରରେ ଆୟୋଜିତ କାର୍ଯ୍ୟକ୍ରମରେ ବହୁ ବିଶିଷ୍ଟ ବ୍ୟକ୍ତି ଯୋଗଦେଇଥିଲେ । xyxy=(1332,305,1464,384)
lead-column-4 xyxy=(560,180,737,658)
lead-dateline: ପାରାଦ୍ୱୀପ, ୧୭।୪ (କଟକଠାରୁ) xyxy=(40,284,153,296)
